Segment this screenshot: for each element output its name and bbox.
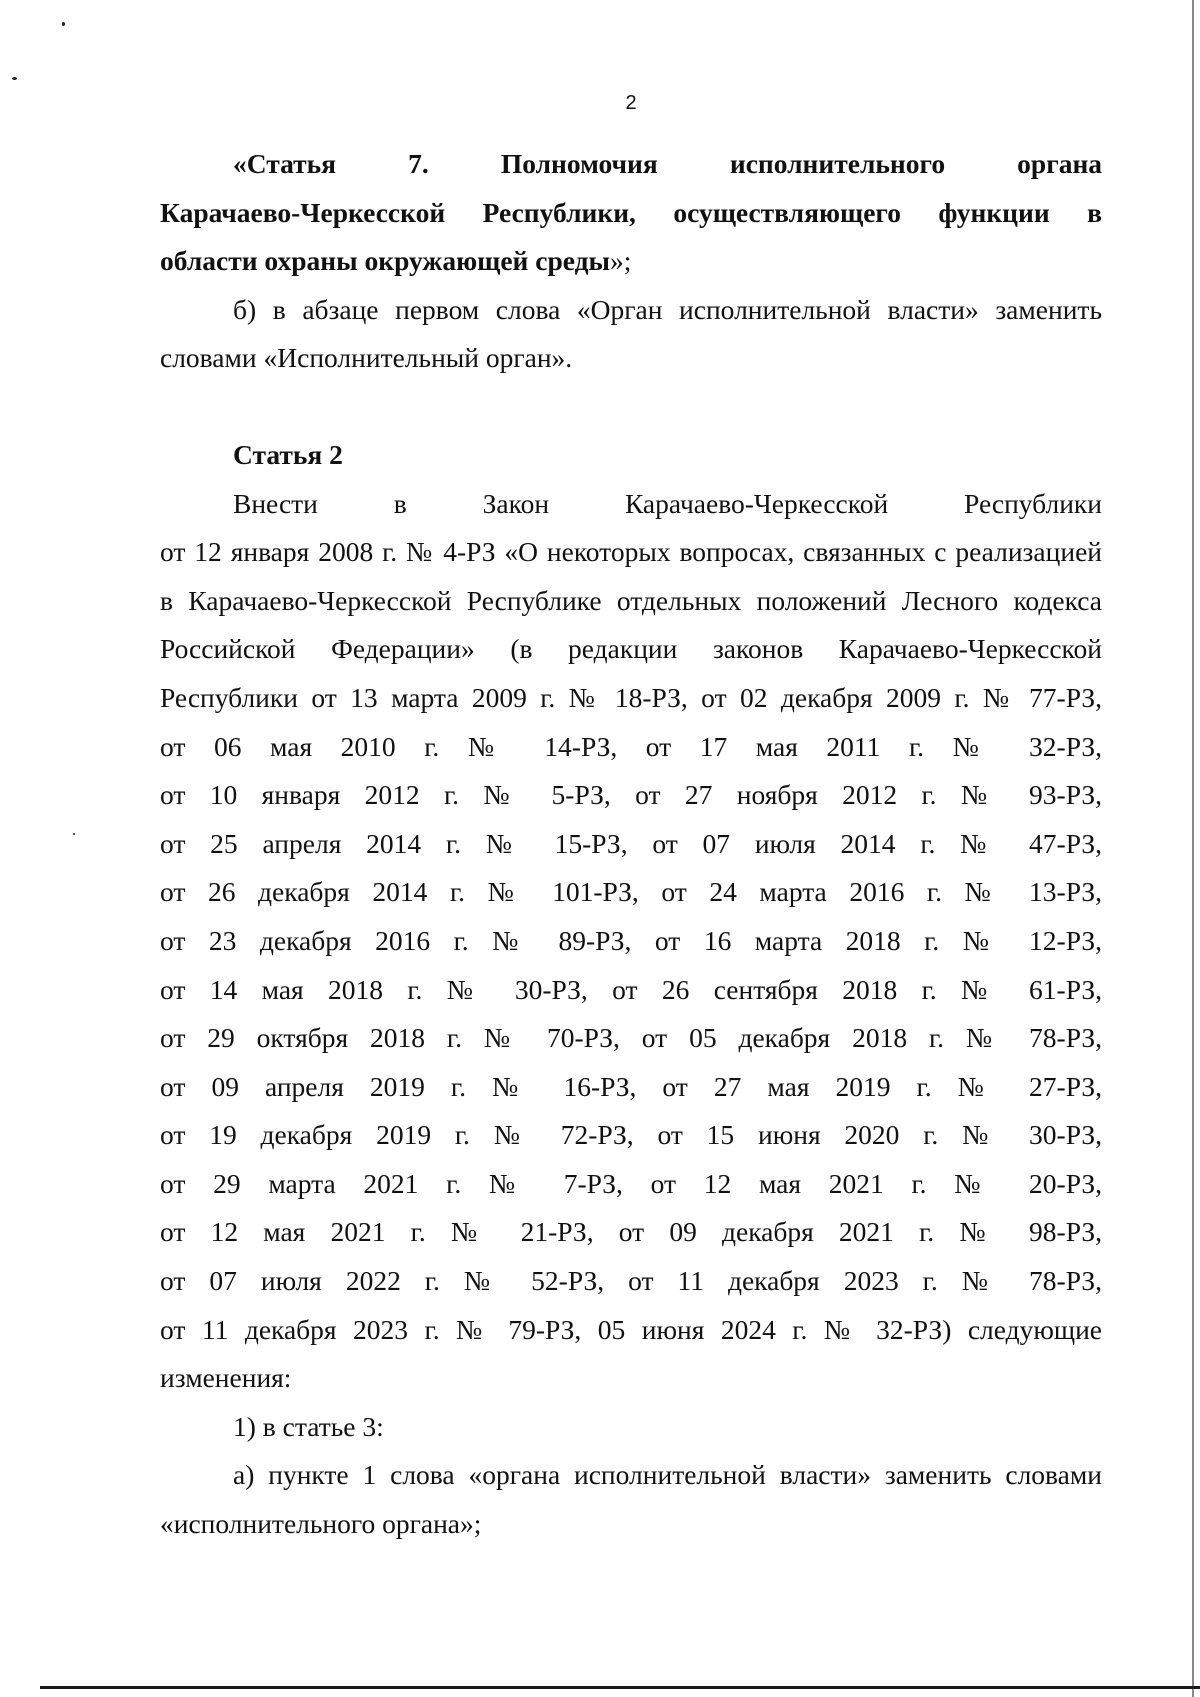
article-2-line: от 25 апреля 2014 г. № 15-РЗ, от 07 июля 2014 г. № 47-РЗ, xyxy=(160,827,1102,859)
word: Республики xyxy=(964,487,1103,519)
article-2-heading: Статья 2 xyxy=(233,438,343,470)
paragraph-b-line-2: словами «Исполнительный орган». xyxy=(160,342,573,374)
article-2-line: от 12 мая 2021 г. № 21-РЗ, от 09 декабря 2021 г. № 98-РЗ, xyxy=(160,1216,1102,1248)
scan-bottom-edge xyxy=(40,1686,1200,1689)
article-2-line: от 06 мая 2010 г. № 14-РЗ, от 17 мая 2011 г. № 32-РЗ, xyxy=(160,730,1102,762)
word: функции xyxy=(938,196,1050,228)
item-a xyxy=(160,1451,1102,1548)
word: Внести xyxy=(233,487,318,519)
word: Полномочия xyxy=(500,148,658,179)
word: осуществляющего xyxy=(673,196,901,228)
article-2-line: от 29 марта 2021 г. № 7-РЗ, от 12 мая 2021 г. № 20-РЗ, xyxy=(160,1167,1102,1199)
heading-text: области охраны окружающей среды xyxy=(160,245,610,277)
word: Карачаево-Черкесской xyxy=(624,487,889,519)
scan-speck xyxy=(12,77,17,80)
document-body xyxy=(160,140,1102,1549)
item-1: 1) в статье 3: xyxy=(233,1410,384,1442)
word: в xyxy=(393,487,407,519)
scan-speck xyxy=(73,833,75,835)
heading-tail: »; xyxy=(609,245,632,277)
article-2-line: Республики от 13 марта 2009 г. № 18-РЗ, от 02 декабря 2009 г. № 77-РЗ, xyxy=(160,681,1102,713)
item-a-line-2: «исполнительного органа»; xyxy=(160,1508,482,1540)
article-7-heading-line-1 xyxy=(160,140,1102,189)
article-2-line: от 12 января 2008 г. № 4-РЗ «О некоторых вопросах, связанных с реализацией xyxy=(160,536,1102,568)
word: Республики, xyxy=(482,196,636,228)
page-number: 2 xyxy=(625,92,637,114)
article-2-line: изменения: xyxy=(160,1362,292,1394)
article-2-line: от 07 июля 2022 г. № 52-РЗ, от 11 декабря 2023 г. № 78-РЗ, xyxy=(160,1265,1102,1297)
word: Карачаево-Черкесской xyxy=(160,196,446,228)
scan-edge-line xyxy=(1192,0,1194,1697)
article-2-line: от 11 декабря 2023 г. № 79-РЗ, 05 июня 2024 г. № 32-РЗ) следующие xyxy=(160,1313,1102,1345)
paragraph-b xyxy=(160,286,1102,383)
scan-speck xyxy=(62,22,65,26)
word: 7. xyxy=(408,148,429,179)
word: исполнительного xyxy=(729,148,946,179)
article-2-line: от 10 января 2012 г. № 5-РЗ, от 27 ноября 2012 г. № 93-РЗ, xyxy=(160,779,1102,811)
article-2-line: от 19 декабря 2019 г. № 72-РЗ, от 15 июня 2020 г. № 30-РЗ, xyxy=(160,1119,1102,1151)
spacer xyxy=(160,383,1102,431)
article-2-body xyxy=(160,480,1102,1403)
article-2-line: от 26 декабря 2014 г. № 101-РЗ, от 24 марта 2016 г. № 13-РЗ, xyxy=(160,876,1102,908)
article-7-heading-line-3 xyxy=(160,237,1102,286)
paragraph-b-line-1: б) в абзаце первом слова «Орган исполнительной власти» заменить xyxy=(233,293,1102,325)
item-a-line-1: а) пункте 1 слова «органа исполнительной власти» заменить словами xyxy=(233,1459,1102,1491)
article-2-line: Российской Федерации» (в редакции законов Карачаево-Черкесской xyxy=(160,633,1102,665)
word: «Статья xyxy=(233,148,337,179)
article-7-heading xyxy=(160,140,1102,286)
word: Закон xyxy=(482,487,550,519)
article-2-line: от 14 мая 2018 г. № 30-РЗ, от 26 сентября 2018 г. № 61-РЗ, xyxy=(160,973,1102,1005)
article-2-line: в Карачаево-Черкесской Республике отдельных положений Лесного кодекса xyxy=(160,584,1102,616)
article-2-line: от 23 декабря 2016 г. № 89-РЗ, от 16 марта 2018 г. № 12-РЗ, xyxy=(160,924,1102,956)
article-2-line xyxy=(160,480,1102,529)
article-2-line: от 29 октября 2018 г. № 70-РЗ, от 05 декабря 2018 г. № 78-РЗ, xyxy=(160,1022,1102,1054)
article-2-line: от 09 апреля 2019 г. № 16-РЗ, от 27 мая 2019 г. № 27-РЗ, xyxy=(160,1070,1102,1102)
article-7-heading-line-2 xyxy=(160,189,1102,238)
word: органа xyxy=(1017,148,1103,179)
word: в xyxy=(1087,196,1102,228)
